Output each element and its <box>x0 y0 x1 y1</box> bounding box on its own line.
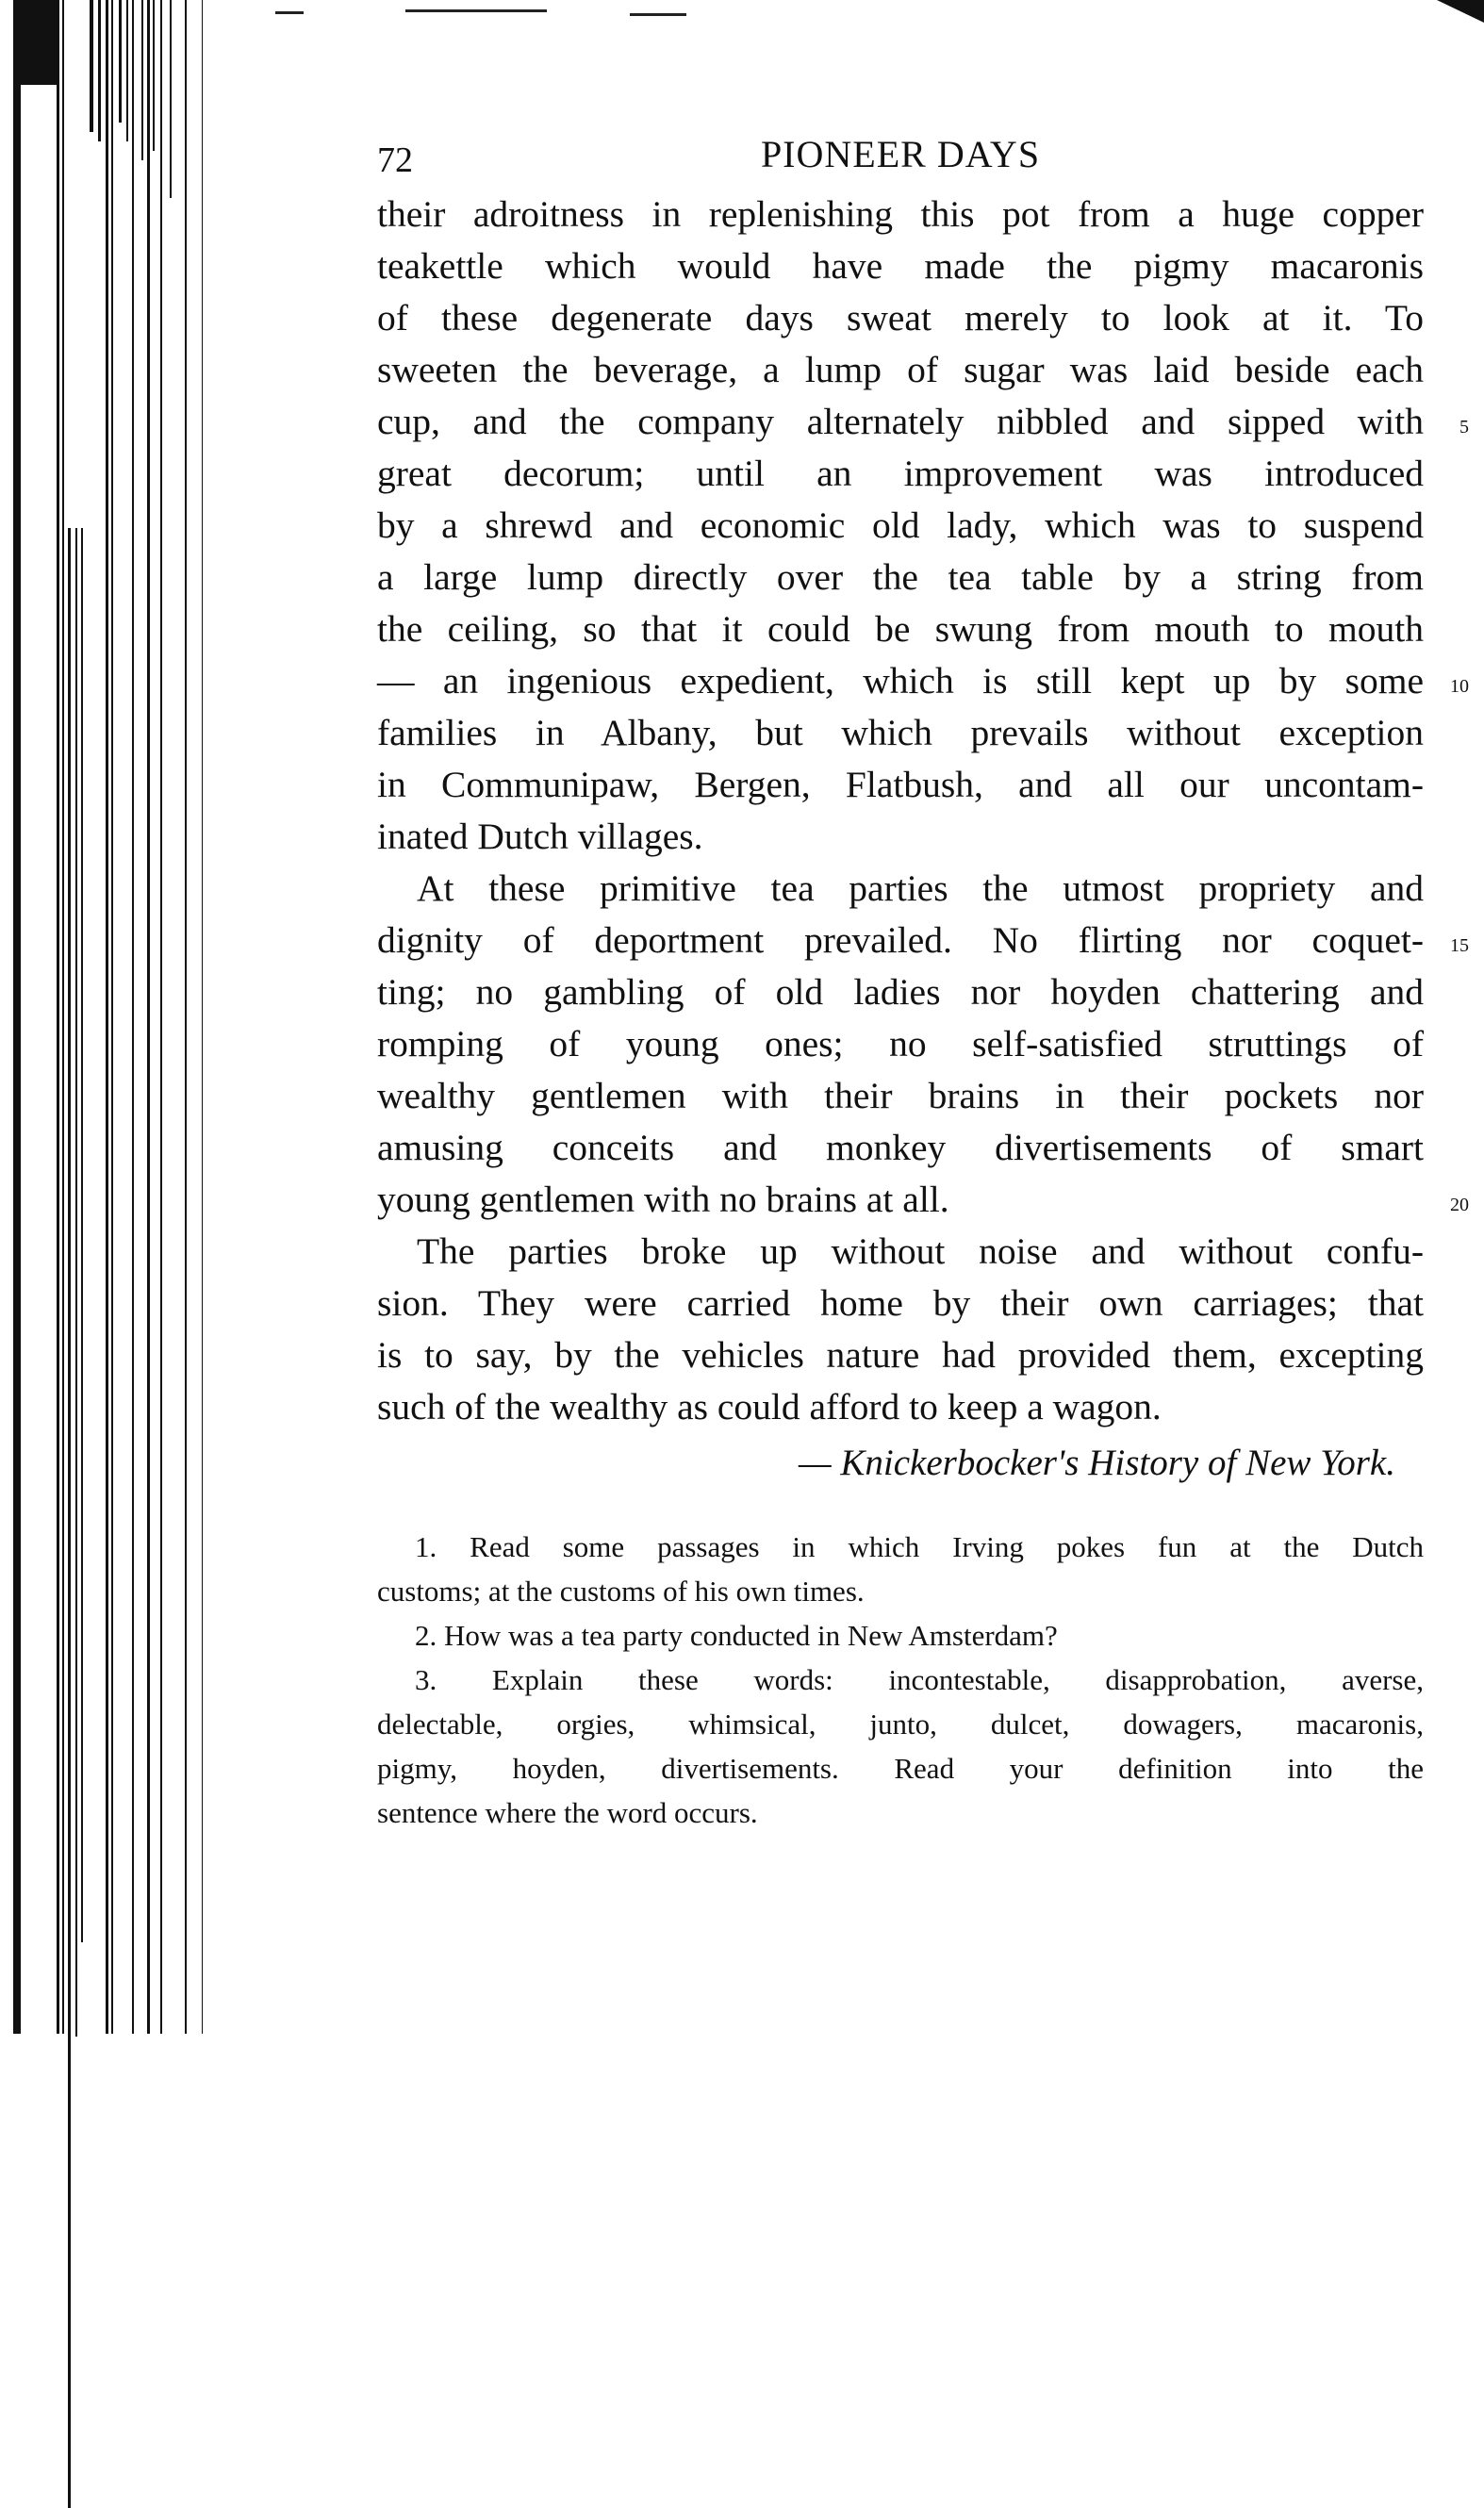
line-number: 5 <box>1459 417 1469 437</box>
question-line: 3. Explain these words: incontestable, disapprobation, averse, <box>415 1663 1424 1696</box>
line-number: 10 <box>1450 676 1469 697</box>
text-line <box>377 707 1424 759</box>
text-line <box>377 240 1424 292</box>
text-line <box>377 1226 1424 1278</box>
line-text: in Communipaw, Bergen, Flatbush, and all our uncontam- <box>377 764 1424 805</box>
line-text: inated Dutch villages. <box>377 816 703 857</box>
paragraph <box>377 189 1469 863</box>
line-text: is to say, by the vehicles nature had provided them, excepting <box>377 1334 1424 1376</box>
text-line <box>377 966 1424 1018</box>
line-text: the ceiling, so that it could be swung from mouth to mouth <box>377 608 1424 650</box>
question-line: 1. Read some passages in which Irving pokes fun at the Dutch <box>415 1530 1424 1563</box>
question-item <box>377 1525 1424 1613</box>
line-text: wealthy gentlemen with their brains in their pockets nor <box>377 1075 1424 1116</box>
line-text: young gentlemen with no brains at all. <box>377 1179 949 1220</box>
scan-binding-edge <box>0 0 217 2034</box>
text-line <box>377 915 1469 966</box>
text-line <box>377 655 1469 707</box>
line-text: teakettle which would have made the pigmy macaronis <box>377 245 1424 287</box>
page-corner-mark <box>1437 0 1484 23</box>
text-line <box>377 189 1424 240</box>
line-text: by a shrewd and economic old lady, which was to suspend <box>377 504 1424 546</box>
text-line <box>377 396 1469 448</box>
running-head: PIONEER DAYS <box>760 133 1041 175</box>
paragraph <box>377 1226 1424 1433</box>
line-text: cup, and the company alternately nibbled and sipped with <box>377 401 1424 442</box>
text-line <box>377 552 1424 603</box>
question-line: 2. How was a tea party conducted in New Amsterdam? <box>415 1619 1058 1652</box>
question-line: sentence where the word occurs. <box>377 1796 758 1829</box>
question-line: customs; at the customs of his own times. <box>377 1575 865 1608</box>
line-text: ting; no gambling of old ladies nor hoyden chattering and <box>377 971 1424 1013</box>
text-line <box>377 863 1424 915</box>
scan-artifacts-top <box>0 0 1484 38</box>
text-line <box>377 500 1424 552</box>
text-line <box>377 603 1424 655</box>
line-number: 20 <box>1450 1195 1469 1215</box>
line-text: of these degenerate days sweat merely to look at it. To <box>377 297 1424 338</box>
line-text: sion. They were carried home by their own carriages; that <box>377 1282 1424 1324</box>
text-line <box>377 1070 1424 1122</box>
text-line <box>377 1278 1424 1329</box>
line-text: families in Albany, but which prevails without exception <box>377 712 1424 753</box>
text-line <box>377 1018 1424 1070</box>
line-number: 15 <box>1450 935 1469 956</box>
text-line <box>377 344 1424 396</box>
line-text: — an ingenious expedient, which is still kept up by some <box>377 660 1424 701</box>
body-text <box>377 189 1469 1433</box>
book-page <box>377 132 1469 1835</box>
page-number: 72 <box>377 140 413 180</box>
text-line <box>377 292 1424 344</box>
line-text: their adroitness in replenishing this pot from a huge copper <box>377 193 1424 235</box>
text-line <box>377 759 1424 811</box>
line-text: such of the wealthy as could afford to keep a wagon. <box>377 1386 1162 1427</box>
text-line <box>377 1329 1424 1381</box>
question-item <box>377 1613 1424 1658</box>
page-header <box>377 132 1424 189</box>
question-line: delectable, orgies, whimsical, junto, dulcet, dowagers, macaronis, <box>377 1708 1424 1741</box>
line-text: The parties broke up without noise and without confu- <box>417 1230 1424 1272</box>
line-text: At these primitive tea parties the utmost propriety and <box>417 867 1424 909</box>
text-line <box>377 1381 1424 1433</box>
source-attribution: — Knickerbocker's History of New York. <box>798 1443 1395 1483</box>
line-text: dignity of deportment prevailed. No flirting nor coquet- <box>377 919 1424 961</box>
line-text: great decorum; until an improvement was introduced <box>377 453 1424 494</box>
line-text: a large lump directly over the tea table by a string from <box>377 556 1424 598</box>
line-text: romping of young ones; no self-satisfied struttings of <box>377 1023 1424 1064</box>
line-text: amusing conceits and monkey divertisements of smart <box>377 1127 1424 1168</box>
paragraph <box>377 863 1469 1226</box>
question-item <box>377 1658 1424 1835</box>
study-questions <box>377 1525 1424 1835</box>
text-line <box>377 811 1424 863</box>
question-line: pigmy, hoyden, divertisements. Read your definition into the <box>377 1752 1424 1785</box>
text-line <box>377 448 1424 500</box>
text-line <box>377 1122 1424 1174</box>
line-text: sweeten the beverage, a lump of sugar was laid beside each <box>377 349 1424 390</box>
text-line <box>377 1174 1469 1226</box>
